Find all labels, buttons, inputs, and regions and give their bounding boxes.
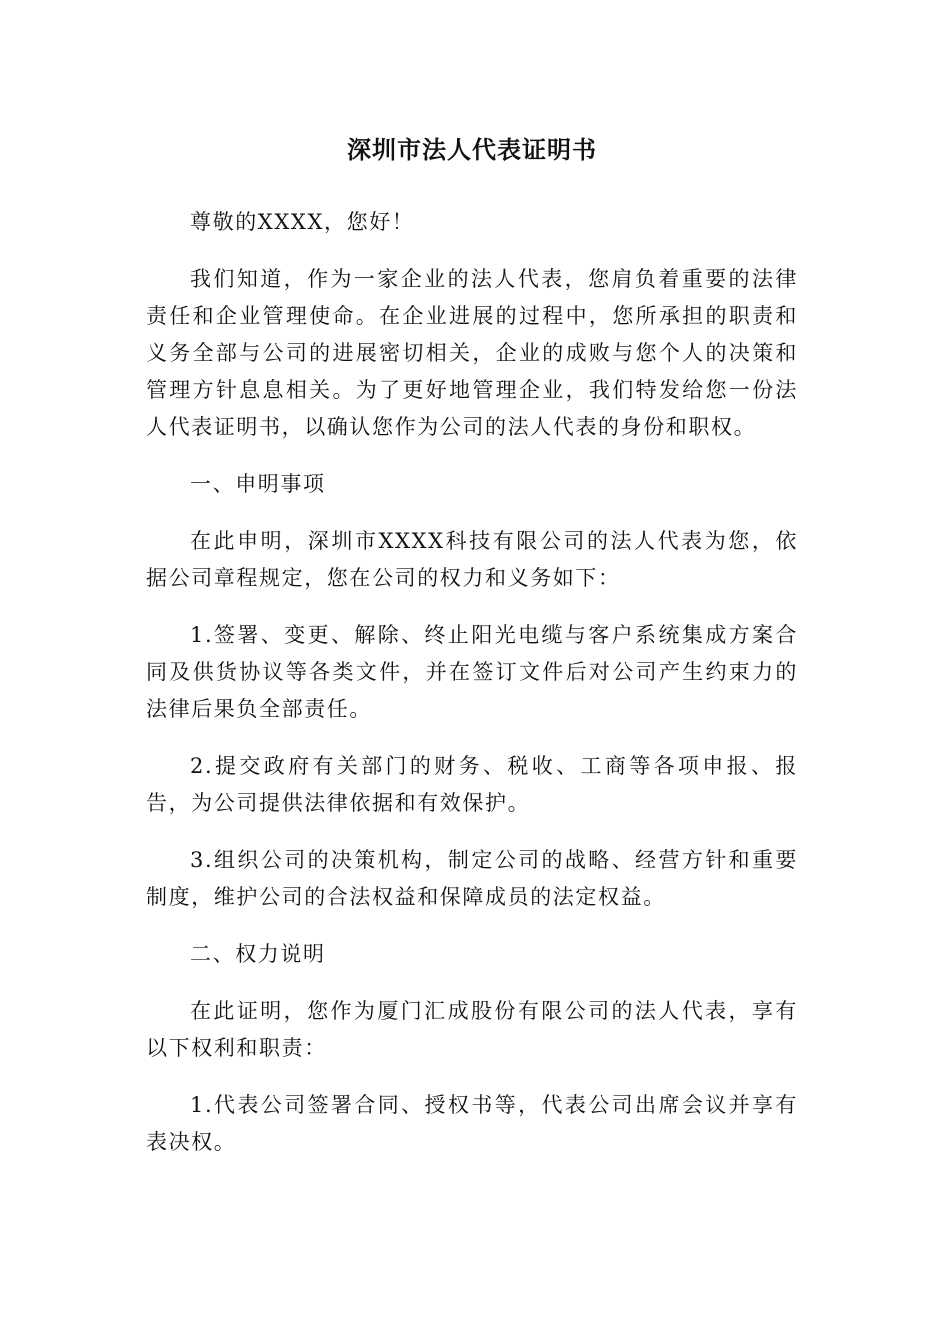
document-title: 深圳市法人代表证明书 <box>347 136 597 164</box>
declaration-item-2: 2.提交政府有关部门的财务、税收、工商等各项申报、报告，为公司提供法律依据和有效保护。 <box>146 754 798 815</box>
declaration-paragraph: 在此申明，深圳市XXXX科技有限公司的法人代表为您，依据公司章程规定，您在公司的权力和义务如下： <box>146 529 798 590</box>
greeting: 尊敬的XXXX，您好！ <box>190 210 415 234</box>
powers-item-1: 1.代表公司签署合同、授权书等，代表公司出席会议并享有表决权。 <box>146 1093 798 1154</box>
section-heading-powers: 二、权力说明 <box>190 942 326 966</box>
intro-paragraph: 我们知道，作为一家企业的法人代表，您肩负着重要的法律责任和企业管理使命。在企业进展的过程中，您所承担的职责和义务全部与公司的进展密切相关，企业的成败与您个人的决策和管理方针息息相关。为了更好地管理企业，我们特发给您一份法人代表证明书，以确认您作为公司的法人代表的身份和职权。 <box>146 267 798 439</box>
declaration-item-1: 1.签署、变更、解除、终止阳光电缆与客户系统集成方案合同及供货协议等各类文件，并在签订文件后对公司产生约束力的法律后果负全部责任。 <box>146 623 798 721</box>
section-heading-declaration: 一、申明事项 <box>190 472 326 496</box>
declaration-item-3: 3.组织公司的决策机构，制定公司的战略、经营方针和重要制度，维护公司的合法权益和保障成员的法定权益。 <box>146 848 798 909</box>
powers-paragraph: 在此证明，您作为厦门汇成股份有限公司的法人代表，享有以下权利和职责： <box>146 999 798 1060</box>
document-body <box>146 130 798 1181</box>
